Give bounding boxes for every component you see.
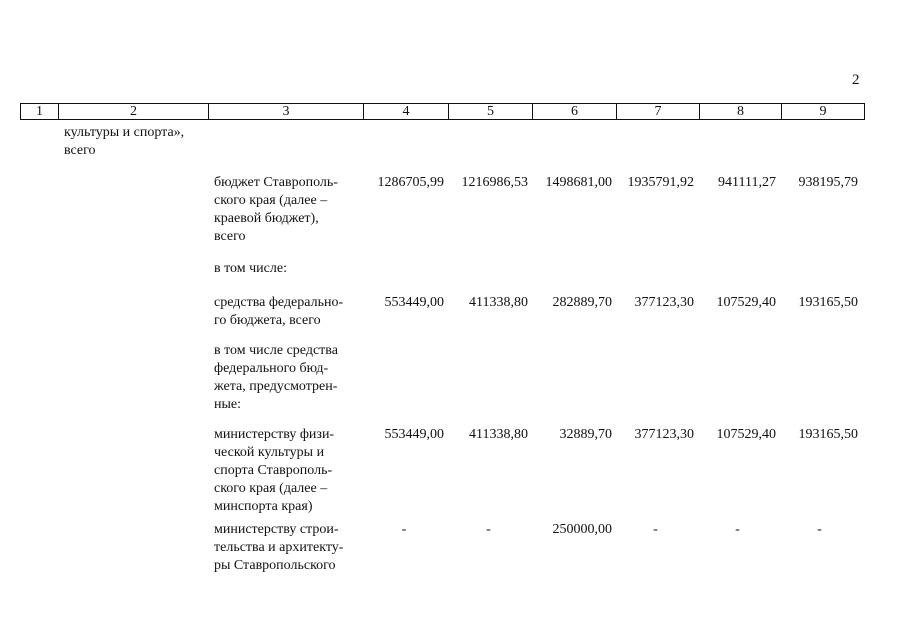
- value-cell: 1216986,53: [461, 175, 528, 190]
- value-cell: 377123,30: [634, 295, 694, 310]
- value-cell: 32889,70: [559, 427, 612, 442]
- value-cell: 553449,00: [384, 427, 444, 442]
- header-col-2: 2: [59, 104, 209, 120]
- continuation-line: всего: [64, 143, 96, 158]
- header-col-4: 4: [364, 104, 449, 120]
- label-line: министерству строи-: [214, 522, 339, 537]
- label-line: ского края (далее –: [214, 481, 328, 496]
- value-cell: 107529,40: [716, 295, 776, 310]
- value-cell: -: [401, 522, 407, 537]
- row-label: [214, 426, 359, 516]
- value-cell: -: [486, 522, 491, 537]
- label-line: средства федерально-: [214, 295, 344, 310]
- continuation-line: культуры и спорта»,: [64, 125, 185, 140]
- label-line: го бюджета, всего: [214, 313, 321, 328]
- header-col-6: 6: [533, 104, 617, 120]
- label-line: краевой бюджет),: [214, 211, 319, 226]
- row-label: [214, 521, 359, 575]
- value-cell: 250000,00: [552, 522, 612, 537]
- header-col-8: 8: [700, 104, 782, 120]
- value-cell: 941111,27: [718, 175, 776, 190]
- value-cell: -: [817, 522, 822, 537]
- value-cell: -: [735, 522, 740, 537]
- label-line: спорта Ставрополь-: [214, 463, 333, 478]
- value-cell: 938195,79: [798, 175, 858, 190]
- label-line: ные:: [214, 397, 242, 412]
- value-cell: 107529,40: [716, 427, 776, 442]
- label-line: в том числе средства: [214, 343, 338, 358]
- label-line: тельства и архитекту-: [214, 540, 344, 555]
- label-line: ческой культуры и: [214, 445, 325, 460]
- label-line: минспорта края): [214, 499, 313, 514]
- label-line: ры Ставропольского: [214, 558, 336, 573]
- label-line: министерству физи-: [214, 427, 335, 442]
- page-number: 2: [852, 72, 860, 88]
- header-col-7: 7: [617, 104, 700, 120]
- label-line: в том числе:: [214, 261, 287, 276]
- label-line: федерального бюд-: [214, 361, 329, 376]
- row-label: [214, 294, 359, 330]
- value-cell: 411338,80: [469, 427, 528, 442]
- value-cell: -: [653, 522, 658, 537]
- header-col-1: 1: [21, 104, 59, 120]
- row-label: [214, 174, 359, 246]
- header-col-5: 5: [449, 104, 533, 120]
- value-cell: 1286705,99: [377, 175, 444, 190]
- label-line: ского края (далее –: [214, 193, 328, 208]
- value-cell: 193165,50: [798, 427, 858, 442]
- label-line: бюджет Ставрополь-: [214, 175, 338, 190]
- value-cell: 377123,30: [634, 427, 694, 442]
- value-cell: 1498681,00: [545, 175, 612, 190]
- header-col-9: 9: [782, 104, 865, 120]
- row-label: [214, 260, 359, 278]
- value-cell: 553449,00: [384, 295, 444, 310]
- label-line: жета, предусмотрен-: [214, 379, 338, 394]
- value-cell: 411338,80: [469, 295, 528, 310]
- continuation-label: [64, 124, 184, 160]
- value-cell: 282889,70: [552, 295, 612, 310]
- header-col-3: 3: [209, 104, 364, 120]
- value-cell: 1935791,92: [627, 175, 694, 190]
- column-number-header: [20, 103, 865, 120]
- label-line: всего: [214, 229, 246, 244]
- row-label: [214, 342, 359, 414]
- value-cell: 193165,50: [798, 295, 858, 310]
